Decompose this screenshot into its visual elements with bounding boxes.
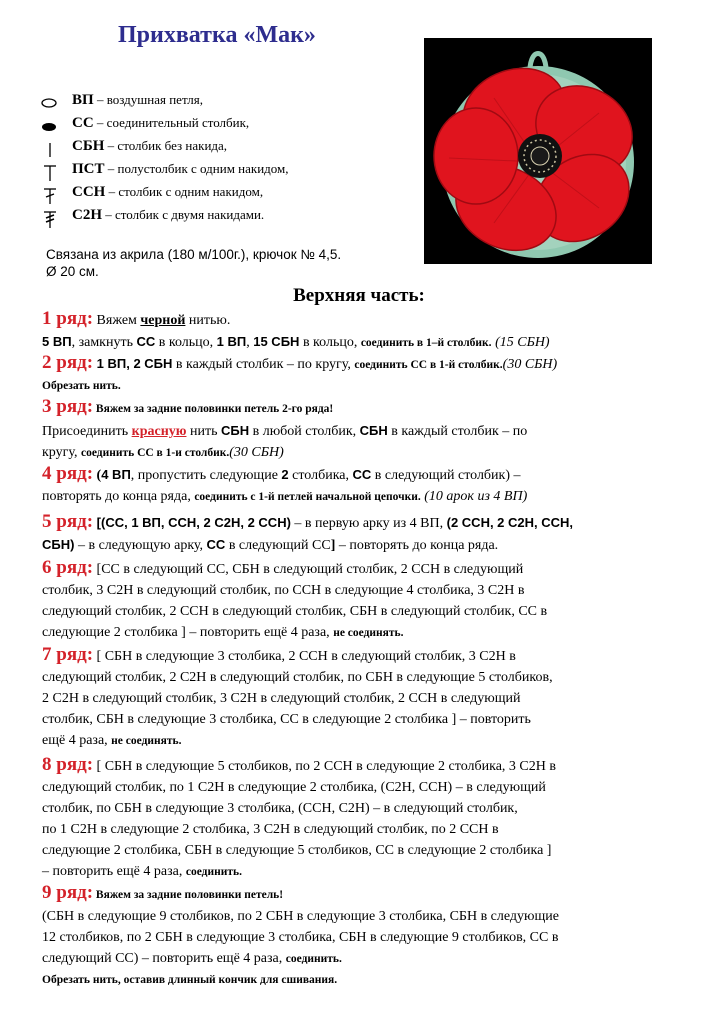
legend-abbr: СС [72, 115, 94, 131]
legend-abbr: СБН [72, 138, 105, 154]
row-text: СБН [359, 423, 388, 438]
row-text: в любой столбик, [249, 424, 360, 439]
row-text: 4 ВП [101, 467, 131, 482]
row-text: соединить. [185, 866, 242, 878]
stitch-count: (30 СБН) [229, 445, 284, 460]
row-text: следующие 2 столбика ] – повторить ещё 4 раза, [42, 625, 334, 640]
stitch-count: (10 арок из 4 ВП) [420, 489, 528, 504]
legend-desc: – столбик без накида, [104, 138, 228, 153]
oval-open-icon [40, 96, 64, 114]
t-two-slash-icon [40, 211, 64, 229]
row-text: следующие 2 столбика, СБН в следующие 5 столбиков, СС в следующие 2 столбика ] [42, 843, 552, 858]
row-text: [ СБН в следующие 3 столбика, 2 ССН в следующий столбик, 3 С2Н в [93, 649, 516, 664]
row-text: следующий столбик, 2 ССН в следующий столбик, СБН в следующий столбик, СС в [42, 604, 548, 619]
row-text: 12 столбиков, по 2 СБН в следующие 3 столбика, СБН в следующие 9 столбиков, СС в [42, 930, 559, 945]
page-title: Прихватка «Мак» [118, 22, 316, 48]
row-text: [СС в следующий СС, СБН в следующий столбик, 2 ССН в следующий [93, 562, 524, 577]
row-text: столбик, 3 С2Н в следующий столбик, по ССН в следующие 4 столбика, 3 С2Н в [42, 583, 525, 598]
vertical-bar-icon [40, 142, 64, 160]
row-text: ещё 4 раза, [42, 733, 112, 748]
stitch-count: (15 СБН) [491, 335, 550, 350]
row-5 [42, 511, 682, 556]
row-note: Обрезать нить. [42, 380, 121, 392]
row-text: не соединять. [333, 627, 404, 639]
row-text: соединить СС в 1-й столбик. [354, 359, 503, 371]
row-text: , [246, 335, 254, 350]
row-text: СБН) [42, 537, 75, 552]
legend-desc: – полустолбик с одним накидом, [104, 161, 289, 176]
stitch-count: (30 СБН) [502, 357, 558, 372]
legend-abbr: ПСТ [72, 161, 105, 177]
yarn-color: черной [140, 313, 186, 328]
legend-abbr: С2Н [72, 207, 102, 223]
row-text: СС [352, 467, 372, 482]
legend-desc: – столбик с одним накидом, [105, 184, 264, 199]
row-text: кругу, [42, 445, 81, 460]
row-text: Присоединить [42, 424, 132, 439]
row-text: соединить в 1–й столбик. [360, 337, 492, 349]
row-text: 5 ВП [42, 334, 72, 349]
row-text: ] [330, 538, 336, 553]
materials-info [46, 246, 341, 280]
row-text: , замкнуть [71, 335, 137, 350]
row-label: 2 ряд: [42, 352, 94, 373]
row-text: соединить СС в 1-и столбик. [80, 447, 230, 459]
row-text: по 1 С2Н в следующие 2 столбика, 3 С2Н в следующий столбик, по 2 ССН в [42, 822, 499, 837]
legend-desc: – воздушная петля, [93, 92, 204, 107]
t-one-slash-icon [40, 188, 64, 206]
row-text: нитью. [185, 313, 231, 328]
row-label: 3 ряд: [42, 396, 94, 417]
row-text: следующий столбик, по 1 С2Н в следующие 2 столбика, (С2Н, ССН) – в следующий [42, 780, 546, 795]
row-text: в следующий СС [225, 538, 331, 553]
row-text: Вяжем [93, 313, 141, 328]
row-text: столбик, СБН в следующие 3 столбика, СС в следующие 2 столбика ] – повторить [42, 712, 531, 727]
row-text: (СБН в следующие 9 столбиков, по 2 СБН в следующие 3 столбика, СБН в следующие [42, 909, 559, 924]
row-text: [(СС, 1 ВП, ССН, 2 С2Н, 2 ССН) [93, 515, 291, 530]
row-text: следующий столбик, 2 С2Н в следующий столбик, по СБН в следующие 5 столбиков, [42, 670, 553, 685]
row-3 [42, 396, 682, 464]
row-1 [42, 308, 682, 354]
row-text: Вяжем за задние половинки петель 2-го ряда! [93, 403, 334, 415]
materials-diameter: Ø 20 см. [46, 264, 99, 279]
row-6 [42, 557, 682, 644]
row-text: столбик, по СБН в следующие 3 столбика, (ССН, С2Н) – в следующий столбик, [42, 801, 518, 816]
row-text: столбика, [288, 468, 353, 483]
materials-yarn-hook: Связана из акрила (180 м/100г.), крючок № 4,5. [46, 247, 342, 262]
row-text: нить [186, 424, 221, 439]
row-text: 15 СБН [253, 334, 300, 349]
row-label: 7 ряд: [42, 644, 94, 665]
row-note: Обрезать нить, оставив длинный кончик для сшивания. [42, 974, 338, 986]
row-text: не соединять. [111, 735, 182, 747]
row-text: 2 [281, 467, 289, 482]
row-text: – повторять до конца ряда. [335, 538, 499, 553]
row-9 [42, 882, 682, 991]
yarn-color: красную [131, 424, 187, 439]
row-label: 5 ряд: [42, 511, 94, 532]
row-2 [42, 352, 682, 397]
row-text: – в следующую арку, [74, 538, 207, 553]
row-text: СБН [220, 423, 250, 438]
row-text: соединить. [285, 953, 342, 965]
t-symbol-icon [40, 165, 64, 183]
row-text: в кольцо, [155, 335, 217, 350]
legend-desc: – столбик с двумя накидами. [102, 207, 265, 222]
legend-abbr: ВП [72, 92, 94, 108]
row-label: 4 ряд: [42, 463, 94, 484]
row-text: – в первую арку из 4 ВП, [290, 516, 447, 531]
oval-filled-icon [40, 119, 64, 137]
row-text: в кольцо, [299, 335, 361, 350]
row-text: в следующий столбик) – [371, 468, 521, 483]
row-text: ( [93, 468, 102, 483]
row-8 [42, 754, 682, 883]
row-text: повторять до конца ряда, [42, 489, 195, 504]
row-text: Вяжем за задние половинки петель! [93, 889, 284, 901]
row-text: в каждый столбик – по кругу, [172, 357, 355, 372]
row-text: СС [136, 334, 156, 349]
row-label: 9 ряд: [42, 882, 94, 903]
section-heading: Верхняя часть: [293, 285, 425, 306]
row-text: (2 ССН, 2 С2Н, ССН, [446, 515, 574, 530]
row-label: 8 ряд: [42, 754, 94, 775]
row-text: в каждый столбик – по [387, 424, 528, 439]
row-text: [ СБН в следующие 5 столбиков, по 2 ССН в следующие 2 столбика, 3 С2Н в [93, 759, 556, 774]
legend-desc: – соединительный столбик, [93, 115, 250, 130]
row-text: СС [206, 537, 226, 552]
row-text: – повторить ещё 4 раза, [42, 864, 186, 879]
row-text: следующий СС) – повторить ещё 4 раза, [42, 951, 286, 966]
poppy-photo [424, 38, 652, 264]
row-text: 2 С2Н в следующий столбик, 3 С2Н в следующий столбик, 2 ССН в следующий [42, 691, 521, 706]
legend-abbr: ССН [72, 184, 106, 200]
row-text: 1 ВП, 2 СБН [93, 356, 173, 371]
row-text: 1 ВП [216, 334, 247, 349]
row-7 [42, 644, 682, 752]
row-label: 6 ряд: [42, 557, 94, 578]
row-label: 1 ряд: [42, 308, 94, 329]
row-4 [42, 463, 682, 508]
row-text: соединить с 1-й петлей начальной цепочки. [194, 491, 421, 503]
row-text: , пропустить следующие [130, 468, 282, 483]
